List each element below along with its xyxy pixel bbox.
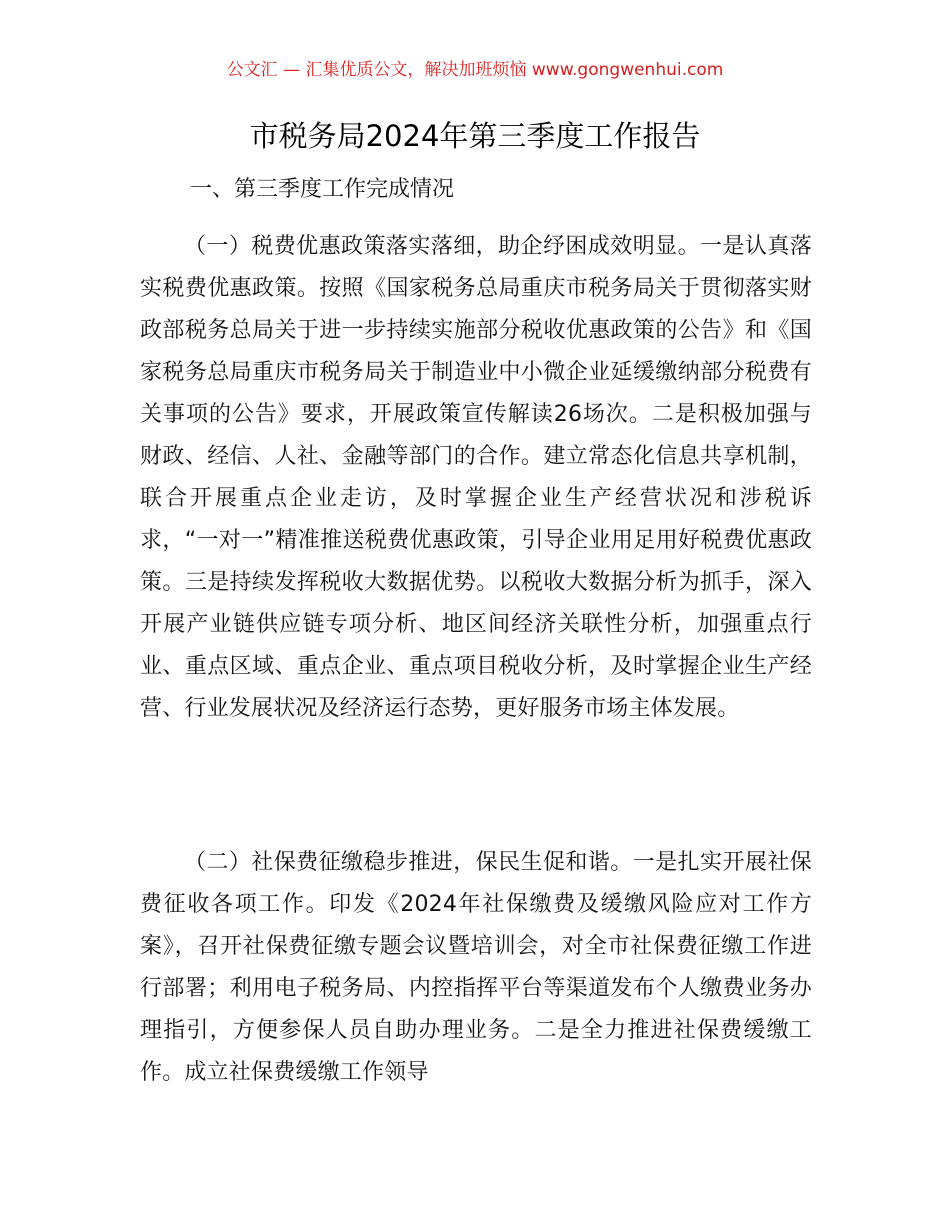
paragraph-1: （一）税费优惠政策落实落细，助企纾困成效明显。一是认真落实税费优惠政策。按照《国家税务总局重庆市税务局关于贯彻落实财政部税务总局关于进一步持续实施部分税收优惠政策的公告》和《国家税务总局重庆市税务局关于制造业中小微企业延缓缴纳部分税费有关事项的公告》要求，开展政策宣传解读26场次。二是积极加强与财政、经信、人社、金融等部门的合作。建立常态化信息共享机制，联合开展重点企业走访，及时掌握企业生产经营状况和涉税诉求，“一对一”精准推送税费优惠政策，引导企业用足用好税费优惠政策。三是持续发挥税收大数据优势。以税收大数据分析为抓手，深入开展产业链供应链专项分析、地区间经济关联性分析，加强重点行业、重点区域、重点企业、重点项目税收分析，及时掌握企业生产经营、行业发展状况及经济运行态势，更好服务市场主体发展。 (140, 234, 812, 721)
header-banner: 公文汇 — 汇集优质公文，解决加班烦恼 www.gongwenhui.com (226, 60, 724, 80)
section-heading: 一、第三季度工作完成情况 (190, 177, 455, 202)
document-title: 市税务局2024年第三季度工作报告 (249, 119, 701, 153)
paragraph-2: （二）社保费征缴稳步推进，保民生促和谐。一是扎实开展社保费征收各项工作。印发《2024年社保缴费及缓缴风险应对工作方案》，召开社保费征缴专题会议暨培训会，对全市社保费征缴工作进行部署；利用电子税务局、内控指挥平台等渠道发布个人缴费业务办理指引，方便参保人员自助办理业务。二是全力推进社保费缓缴工作。成立社保费缓缴工作领导 (140, 850, 812, 1085)
